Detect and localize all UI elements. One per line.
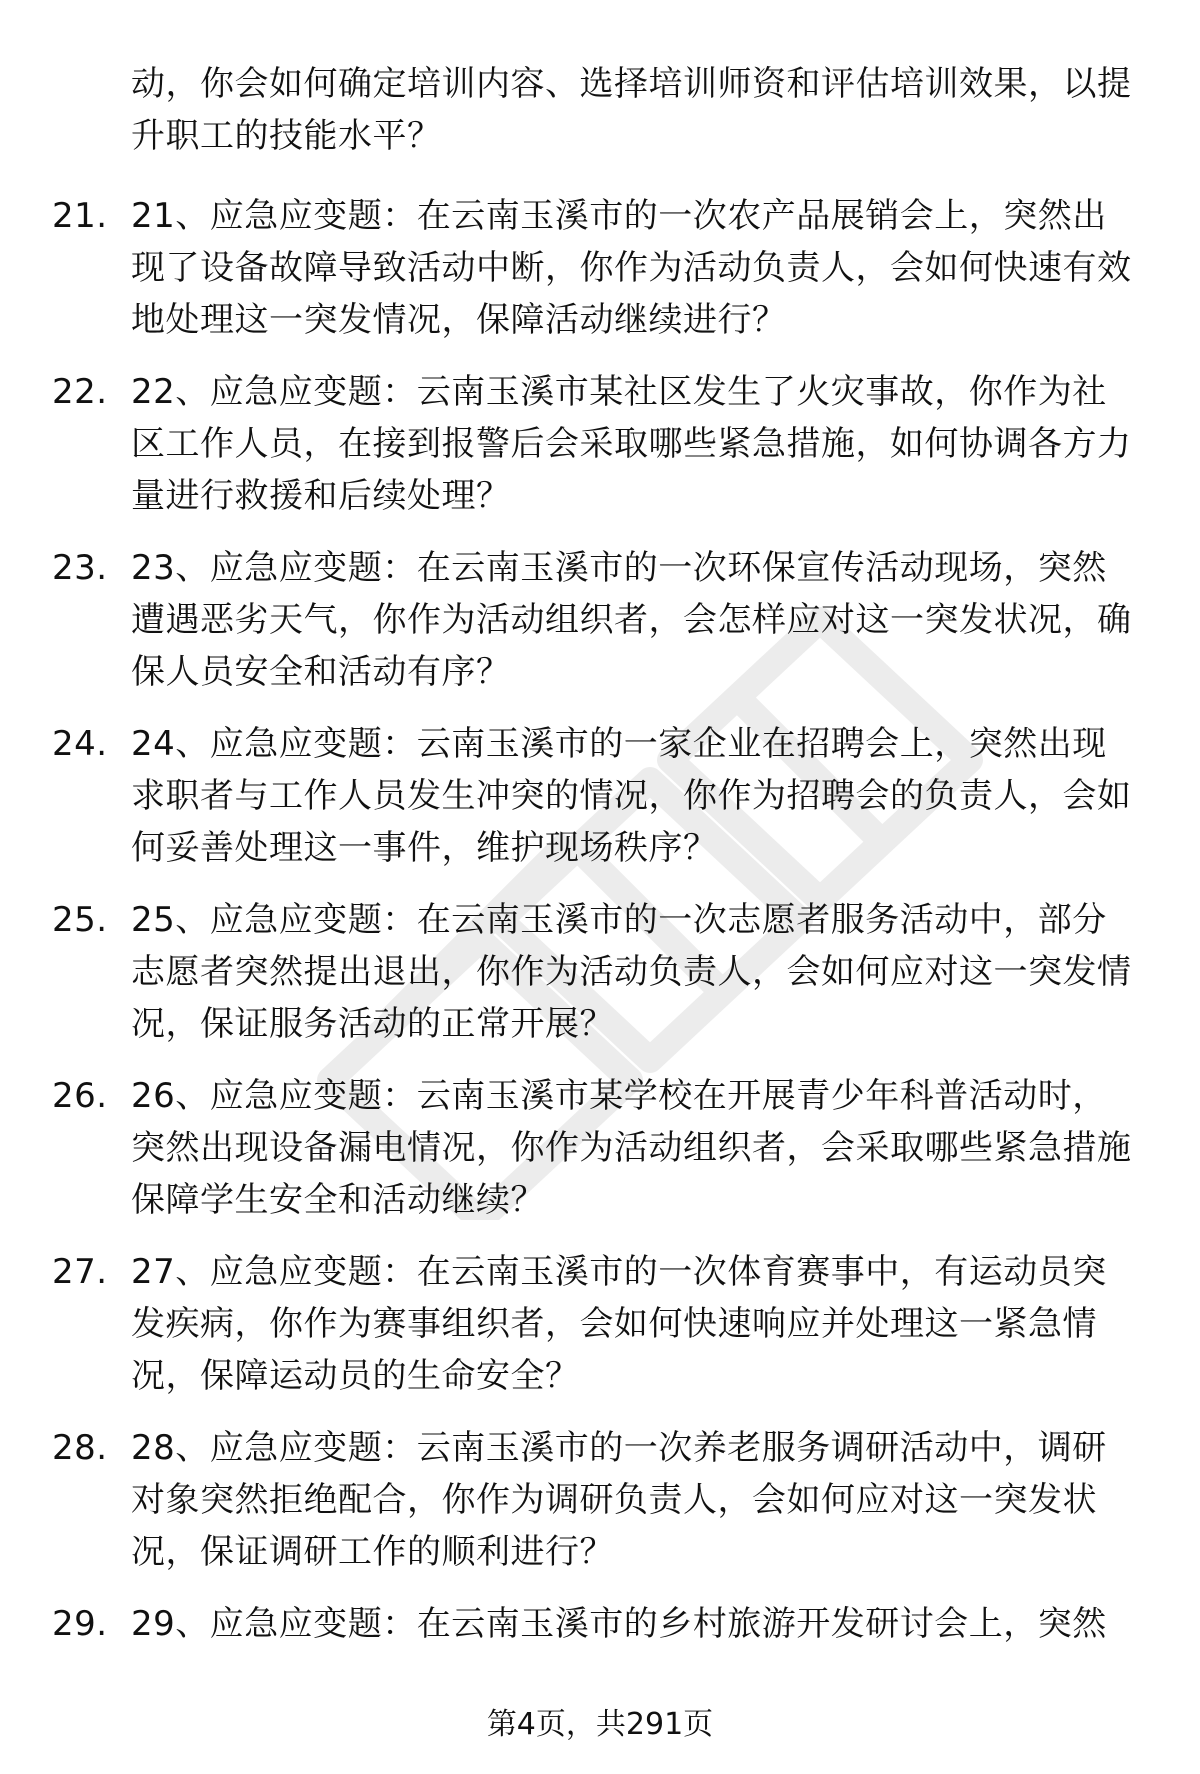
question-number: 25.: [52, 900, 108, 940]
question-number: 28.: [52, 1428, 108, 1468]
question-text: 25、应急应变题：在云南玉溪市的一次志愿者服务活动中，部分志愿者突然提出退出，你作为活动负责人，会如何应对这一突发情况，保证服务活动的正常开展？: [131, 900, 1132, 1044]
question-text: 26、应急应变题：云南玉溪市某学校在开展青少年科普活动时，突然出现设备漏电情况，你作为活动组织者，会采取哪些紧急措施保障学生安全和活动继续？: [131, 1076, 1132, 1220]
question-number: 22.: [52, 372, 108, 412]
question-item: [0, 1422, 1200, 1598]
page-footer: 第4页，共291页: [486, 1707, 714, 1742]
question-item: [0, 542, 1200, 718]
question-number: 29.: [52, 1604, 108, 1644]
continuation-text: 动，你会如何确定培训内容、选择培训师资和评估培训效果，以提升职工的技能水平？: [131, 64, 1132, 156]
question-text: 21、应急应变题：在云南玉溪市的一次农产品展销会上，突然出现了设备故障导致活动中断，你作为活动负责人，会如何快速有效地处理这一突发情况，保障活动继续进行？: [131, 196, 1132, 340]
question-item: [0, 1598, 1200, 1774]
question-item: [0, 366, 1200, 542]
question-number: 21.: [52, 196, 108, 236]
question-text: 23、应急应变题：在云南玉溪市的一次环保宣传活动现场，突然遭遇恶劣天气，你作为活动组织者，会怎样应对这一突发状况，确保人员安全和活动有序？: [131, 548, 1132, 692]
question-text: 24、应急应变题：云南玉溪市的一家企业在招聘会上，突然出现求职者与工作人员发生冲突的情况，你作为招聘会的负责人，会如何妥善处理这一事件，维护现场秩序？: [131, 724, 1132, 868]
question-text: 28、应急应变题：云南玉溪市的一次养老服务调研活动中，调研对象突然拒绝配合，你作为调研负责人，会如何应对这一突发状况，保证调研工作的顺利进行？: [131, 1428, 1107, 1572]
question-number: 23.: [52, 548, 108, 588]
question-item: [0, 190, 1200, 366]
question-item: [0, 718, 1200, 894]
question-item: [0, 1070, 1200, 1246]
question-list: [0, 190, 1200, 1774]
question-text: 29、应急应变题：在云南玉溪市的乡村旅游开发研讨会上，突然: [131, 1604, 1107, 1644]
question-number: 27.: [52, 1252, 108, 1292]
question-number: 24.: [52, 724, 108, 764]
question-item: [0, 894, 1200, 1070]
question-text: 22、应急应变题：云南玉溪市某社区发生了火灾事故，你作为社区工作人员，在接到报警后会采取哪些紧急措施，如何协调各方力量进行救援和后续处理？: [131, 372, 1132, 516]
question-text: 27、应急应变题：在云南玉溪市的一次体育赛事中，有运动员突发疾病，你作为赛事组织者，会如何快速响应并处理这一紧急情况，保障运动员的生命安全？: [131, 1252, 1107, 1396]
question-item: [0, 1246, 1200, 1422]
question-number: 26.: [52, 1076, 108, 1116]
